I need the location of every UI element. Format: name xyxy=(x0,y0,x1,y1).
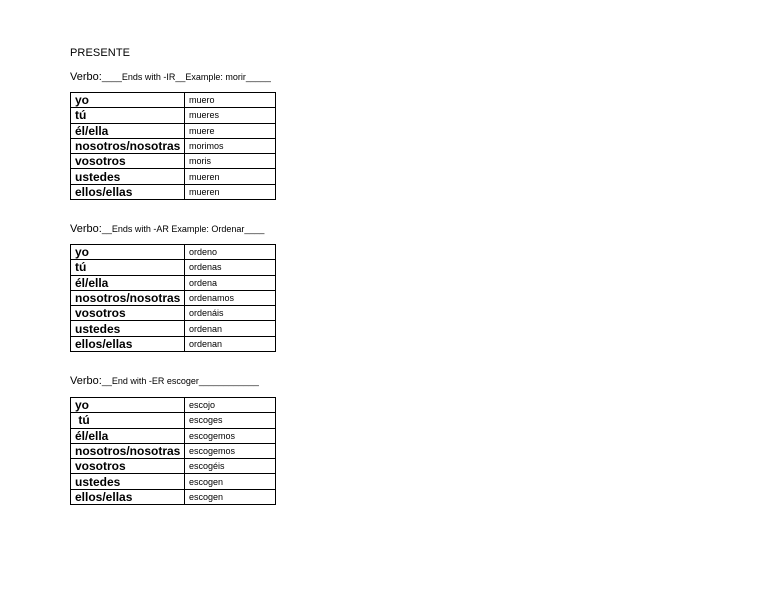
table-row xyxy=(71,260,276,275)
table-row xyxy=(71,138,276,153)
verb-prefix: Verbo: xyxy=(70,223,102,235)
pronoun-cell: nosotros/nosotras xyxy=(71,138,185,153)
pronoun-cell: ustedes xyxy=(71,169,185,184)
table-row xyxy=(71,474,276,489)
table-row xyxy=(71,428,276,443)
table-row xyxy=(71,154,276,169)
form-cell: escogen xyxy=(185,489,276,504)
table-row xyxy=(71,489,276,504)
table-row xyxy=(71,275,276,290)
table-row xyxy=(71,336,276,351)
pronoun-cell: vosotros xyxy=(71,154,185,169)
verb-description: __End with -ER escoger____________ xyxy=(101,376,259,386)
pronoun-cell: él/ella xyxy=(71,275,185,290)
table-row xyxy=(71,123,276,138)
form-cell: ordenan xyxy=(185,321,276,336)
form-cell: escogen xyxy=(185,474,276,489)
pronoun-cell: ustedes xyxy=(71,474,185,489)
table-row xyxy=(71,108,276,123)
table-row xyxy=(71,306,276,321)
pronoun-cell: yo xyxy=(71,245,185,260)
table-row xyxy=(71,245,276,260)
form-cell: moris xyxy=(185,154,276,169)
form-cell: morimos xyxy=(185,138,276,153)
form-cell: muero xyxy=(185,93,276,108)
form-cell: ordenas xyxy=(185,260,276,275)
conjugation-table-ir xyxy=(70,92,276,200)
page-title: PRESENTE xyxy=(70,47,131,59)
pronoun-cell: ellos/ellas xyxy=(71,184,185,199)
table-row xyxy=(71,321,276,336)
verb-line-er xyxy=(70,375,259,387)
form-cell: ordena xyxy=(185,275,276,290)
pronoun-cell: ellos/ellas xyxy=(71,336,185,351)
form-cell: ordenan xyxy=(185,336,276,351)
pronoun-cell: tú xyxy=(71,260,185,275)
form-cell: escogemos xyxy=(185,428,276,443)
pronoun-cell: él/ella xyxy=(71,428,185,443)
pronoun-cell: yo xyxy=(71,93,185,108)
pronoun-cell: él/ella xyxy=(71,123,185,138)
table-row xyxy=(71,169,276,184)
form-cell: muere xyxy=(185,123,276,138)
table-row xyxy=(71,184,276,199)
conjugation-table-ar xyxy=(70,244,276,352)
form-cell: ordenáis xyxy=(185,306,276,321)
table-row xyxy=(71,413,276,428)
table-row xyxy=(71,290,276,305)
form-cell: mueres xyxy=(185,108,276,123)
form-cell: escogéis xyxy=(185,459,276,474)
verb-line-ar xyxy=(70,223,264,235)
pronoun-cell: tú xyxy=(71,413,185,428)
pronoun-cell: vosotros xyxy=(71,306,185,321)
table-row xyxy=(71,443,276,458)
form-cell: ordeno xyxy=(185,245,276,260)
table-row xyxy=(71,459,276,474)
verb-line-ir xyxy=(70,71,271,83)
verb-prefix: Verbo: xyxy=(70,71,102,83)
form-cell: mueren xyxy=(185,169,276,184)
verb-prefix: Verbo: xyxy=(70,375,102,387)
conjugation-table-er xyxy=(70,397,276,505)
pronoun-cell: vosotros xyxy=(71,459,185,474)
form-cell: ordenamos xyxy=(185,290,276,305)
table-row xyxy=(71,93,276,108)
form-cell: mueren xyxy=(185,184,276,199)
pronoun-cell: nosotros/nosotras xyxy=(71,443,185,458)
verb-description: __Ends with -AR Example: Ordenar____ xyxy=(101,224,265,234)
verb-description: ____Ends with -IR__Example: morir_____ xyxy=(101,72,271,82)
pronoun-cell: ustedes xyxy=(71,321,185,336)
pronoun-cell: yo xyxy=(71,398,185,413)
pronoun-cell: nosotros/nosotras xyxy=(71,290,185,305)
pronoun-cell: tú xyxy=(71,108,185,123)
form-cell: escogemos xyxy=(185,443,276,458)
form-cell: escojo xyxy=(185,398,276,413)
form-cell: escoges xyxy=(185,413,276,428)
table-row xyxy=(71,398,276,413)
pronoun-cell: ellos/ellas xyxy=(71,489,185,504)
